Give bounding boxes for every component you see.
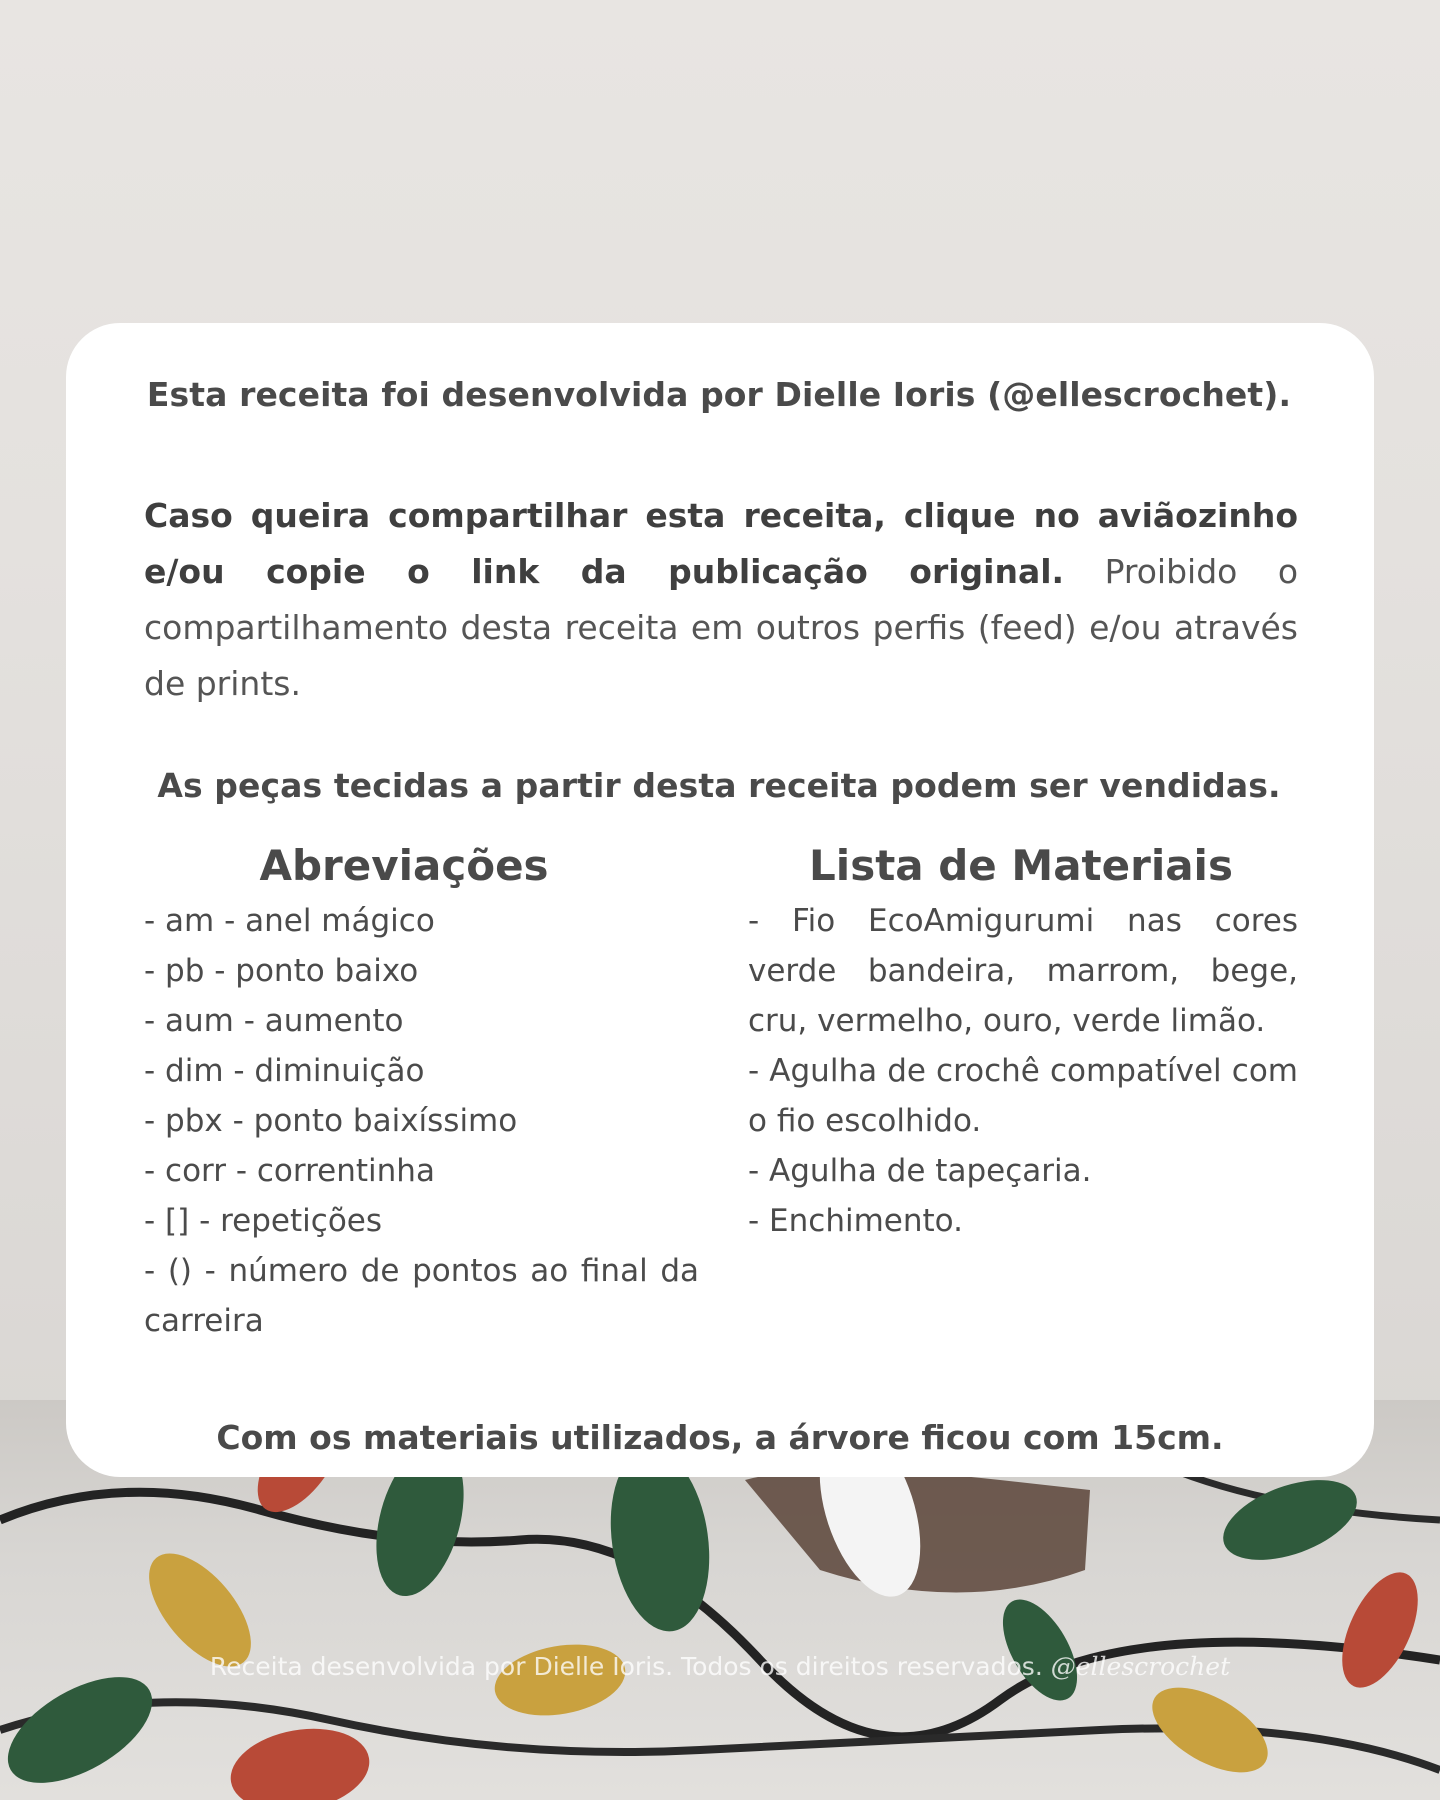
abbreviation-item: - pbx - ponto baixíssimo [144, 1103, 518, 1139]
materials-title: Lista de Materiais [809, 841, 1233, 890]
abbreviation-item: - pb - ponto baixo [144, 953, 419, 989]
sale-note: As peças tecidas a partir desta receita podem ser vendidas. [157, 766, 1281, 805]
material-item: - Agulha de tapeçaria. [748, 1153, 1092, 1189]
share-instructions: Caso queira compartilhar esta receita, clique no aviãozinho e/ou copie o link da publicação original. [144, 496, 1298, 591]
material-item: - Agulha de crochê compatível com o fio escolhido. [748, 1053, 1298, 1139]
abbreviation-item: - [] - repetições [144, 1203, 383, 1239]
green-felt-leaf [1213, 1464, 1368, 1576]
share-policy-paragraph [144, 488, 1298, 712]
share-prohibition: Proibido o compartilhamento desta receita em outros perfis (feed) e/ou através de prints. [144, 552, 1299, 703]
tree-size-note: Com os materiais utilizados, a árvore ficou com 15cm. [216, 1418, 1224, 1457]
abbreviations-list [144, 896, 699, 1346]
copyright-watermark [0, 1652, 1440, 1681]
abbreviation-item: - dim - diminuição [144, 1053, 425, 1089]
abbreviation-item: - aum - aumento [144, 1003, 404, 1039]
red-felt-leaf [224, 1718, 376, 1800]
watermark-text: Receita desenvolvida por Dielle Ioris. Todos os direitos reservados. [209, 1652, 1043, 1681]
abbreviations-title: Abreviações [259, 841, 549, 890]
abbreviation-item: - am - anel mágico [144, 903, 435, 939]
material-item: - Enchimento. [748, 1203, 963, 1239]
abbreviation-item: - () - número de pontos ao final da carreira [144, 1253, 699, 1339]
recipe-info-card [66, 323, 1374, 1477]
credit-line: Esta receita foi desenvolvida por Dielle Ioris (@ellescrochet). [146, 375, 1292, 414]
abbreviation-item: - corr - correntinha [144, 1153, 435, 1189]
watermark-signature: @ellescrochet [1050, 1652, 1231, 1681]
materials-list [748, 896, 1298, 1246]
material-item: - Fio EcoAmigurumi nas cores verde bandeira, marrom, bege, cru, vermelho, ouro, verde limão. [748, 903, 1298, 1039]
